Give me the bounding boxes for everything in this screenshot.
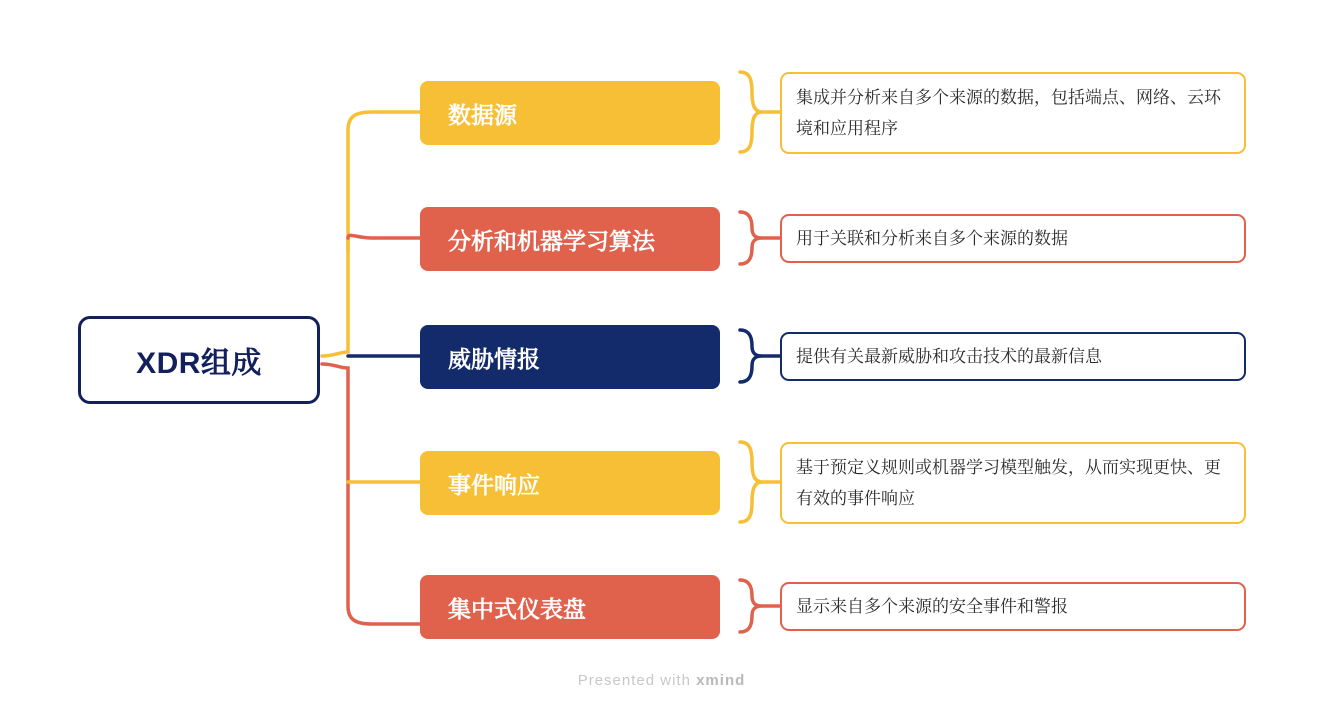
detail-node-2-text: 用于关联和分析来自多个来源的数据 <box>796 229 1068 248</box>
topic-node-1[interactable] <box>420 81 720 145</box>
detail-node-1[interactable] <box>780 72 1246 154</box>
root-node[interactable] <box>78 316 320 404</box>
topic-node-3[interactable] <box>420 325 720 389</box>
topic-node-2-label: 分析和机器学习算法 <box>448 227 655 254</box>
detail-node-5[interactable] <box>780 582 1246 631</box>
topic-node-1-label: 数据源 <box>448 101 517 128</box>
footer-prefix: Presented with <box>577 672 697 689</box>
topic-node-3-label: 威胁情报 <box>448 345 540 372</box>
detail-node-4-text: 基于预定义规则或机器学习模型触发，从而实现更快、更有效的事件响应 <box>796 458 1221 508</box>
detail-node-4[interactable] <box>780 442 1246 524</box>
topic-node-5-label: 集中式仪表盘 <box>448 595 586 622</box>
topic-node-4-label: 事件响应 <box>448 471 540 498</box>
topic-node-2[interactable] <box>420 207 720 271</box>
root-node-label: XDR组成 <box>136 347 262 380</box>
topic-node-5[interactable] <box>420 575 720 639</box>
detail-node-3[interactable] <box>780 332 1246 381</box>
footer-brand: xmind <box>696 672 746 689</box>
footer-watermark <box>0 672 1323 689</box>
detail-node-1-text: 集成并分析来自多个来源的数据，包括端点、网络、云环境和应用程序 <box>796 88 1221 138</box>
topic-node-4[interactable] <box>420 451 720 515</box>
detail-node-2[interactable] <box>780 214 1246 263</box>
detail-node-3-text: 提供有关最新威胁和攻击技术的最新信息 <box>796 347 1102 366</box>
detail-node-5-text: 显示来自多个来源的安全事件和警报 <box>796 597 1068 616</box>
